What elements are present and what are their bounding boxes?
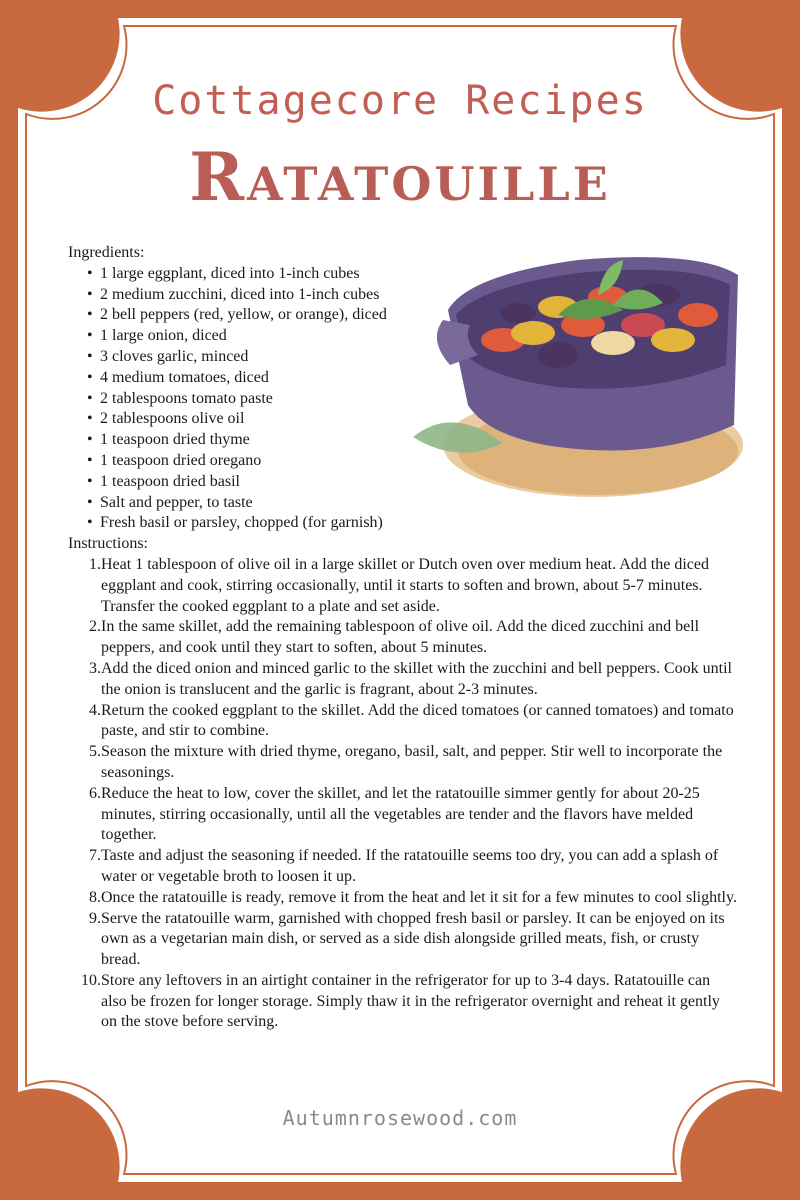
step-text: Serve the ratatouille warm, garnished with chopped fresh basil or parsley. It can be enjoyed on its own as a vegetarian main dish, or served as a side dish alongside grilled meats, fish, or crusty bread. bbox=[101, 909, 725, 969]
list-item: • Fresh basil or parsley, chopped (for garnish) bbox=[100, 513, 738, 534]
instruction-step bbox=[68, 659, 738, 701]
step-text: Return the cooked eggplant to the skillet. Add the diced tomatoes (or canned tomatoes) and tomato paste, and stir to combine. bbox=[101, 701, 734, 740]
list-item: • 2 tablespoons tomato paste bbox=[100, 389, 738, 410]
instruction-step bbox=[68, 617, 738, 659]
instruction-step bbox=[68, 909, 738, 971]
list-item: • Salt and pepper, to taste bbox=[100, 493, 738, 514]
list-item: • 2 bell peppers (red, yellow, or orange), diced bbox=[100, 305, 738, 326]
step-text: Store any leftovers in an airtight container in the refrigerator for up to 3-4 days. Ratatouille can also be frozen for longer storage. Simply thaw it in the refrigerator overnight and reheat it gently on the stove before serving. bbox=[101, 971, 720, 1031]
list-item: • 4 medium tomatoes, diced bbox=[100, 368, 738, 389]
instruction-step bbox=[68, 888, 738, 909]
step-number: 8. bbox=[89, 888, 101, 906]
instruction-step bbox=[68, 784, 738, 846]
step-number: 4. bbox=[89, 701, 101, 719]
recipe-content bbox=[68, 243, 738, 1033]
step-number: 2. bbox=[89, 618, 101, 636]
instruction-step bbox=[68, 701, 738, 743]
step-text: Heat 1 tablespoon of olive oil in a large skillet or Dutch oven over medium heat. Add the diced eggplant and cook, stirring occasionally, until it starts to soften and brown, about 5-7 minutes. Transfer the cooked eggplant to a plate and set aside. bbox=[101, 555, 709, 615]
step-number: 9. bbox=[89, 909, 101, 927]
list-item: • 2 tablespoons olive oil bbox=[100, 409, 738, 430]
list-item: • 1 large eggplant, diced into 1-inch cubes bbox=[100, 264, 738, 285]
instruction-step bbox=[68, 555, 738, 617]
step-number: 5. bbox=[89, 743, 101, 761]
site-title: Cottagecore Recipes bbox=[152, 78, 648, 124]
website-link[interactable]: Autumnrosewood.com bbox=[282, 1106, 518, 1130]
instruction-step bbox=[68, 971, 738, 1033]
list-item: • 2 medium zucchini, diced into 1-inch cubes bbox=[100, 285, 738, 306]
step-text: Add the diced onion and minced garlic to the skillet with the zucchini and bell peppers. Cook until the onion is translucent and the garlic is fragrant, about 2-3 minutes. bbox=[101, 659, 732, 698]
step-number: 10. bbox=[81, 971, 101, 989]
instruction-step bbox=[68, 846, 738, 888]
recipe-title: Ratatouille bbox=[189, 138, 611, 216]
list-item: • 1 teaspoon dried basil bbox=[100, 472, 738, 493]
step-text: Once the ratatouille is ready, remove it from the heat and let it sit for a few minutes to cool slightly. bbox=[101, 888, 737, 906]
ingredients-label: Ingredients: bbox=[68, 244, 145, 261]
step-text: Reduce the heat to low, cover the skillet, and let the ratatouille simmer gently for about 20-25 minutes, stirring occasionally, until all the vegetables are tender and the flavors have melded together. bbox=[101, 784, 700, 844]
step-number: 6. bbox=[89, 784, 101, 802]
step-text: Season the mixture with dried thyme, oregano, basil, salt, and pepper. Stir well to incorporate the seasonings. bbox=[101, 743, 723, 781]
step-text: In the same skillet, add the remaining tablespoon of olive oil. Add the diced zucchini and bell peppers, and cook until they start to soften, about 5 minutes. bbox=[101, 618, 700, 657]
step-text: Taste and adjust the seasoning if needed. If the ratatouille seems too dry, you can add a splash of water or vegetable broth to loosen it up. bbox=[101, 847, 719, 885]
list-item: • 1 large onion, diced bbox=[100, 326, 738, 347]
instruction-step bbox=[68, 742, 738, 784]
step-number: 1. bbox=[89, 555, 101, 573]
step-number: 3. bbox=[89, 659, 101, 677]
list-item: • 1 teaspoon dried oregano bbox=[100, 451, 738, 472]
instructions-label: Instructions: bbox=[68, 535, 148, 553]
ingredients-list bbox=[68, 264, 738, 534]
step-number: 7. bbox=[89, 847, 101, 865]
instructions-list bbox=[68, 555, 738, 1033]
list-item: • 1 teaspoon dried thyme bbox=[100, 430, 738, 451]
list-item: • 3 cloves garlic, minced bbox=[100, 347, 738, 368]
